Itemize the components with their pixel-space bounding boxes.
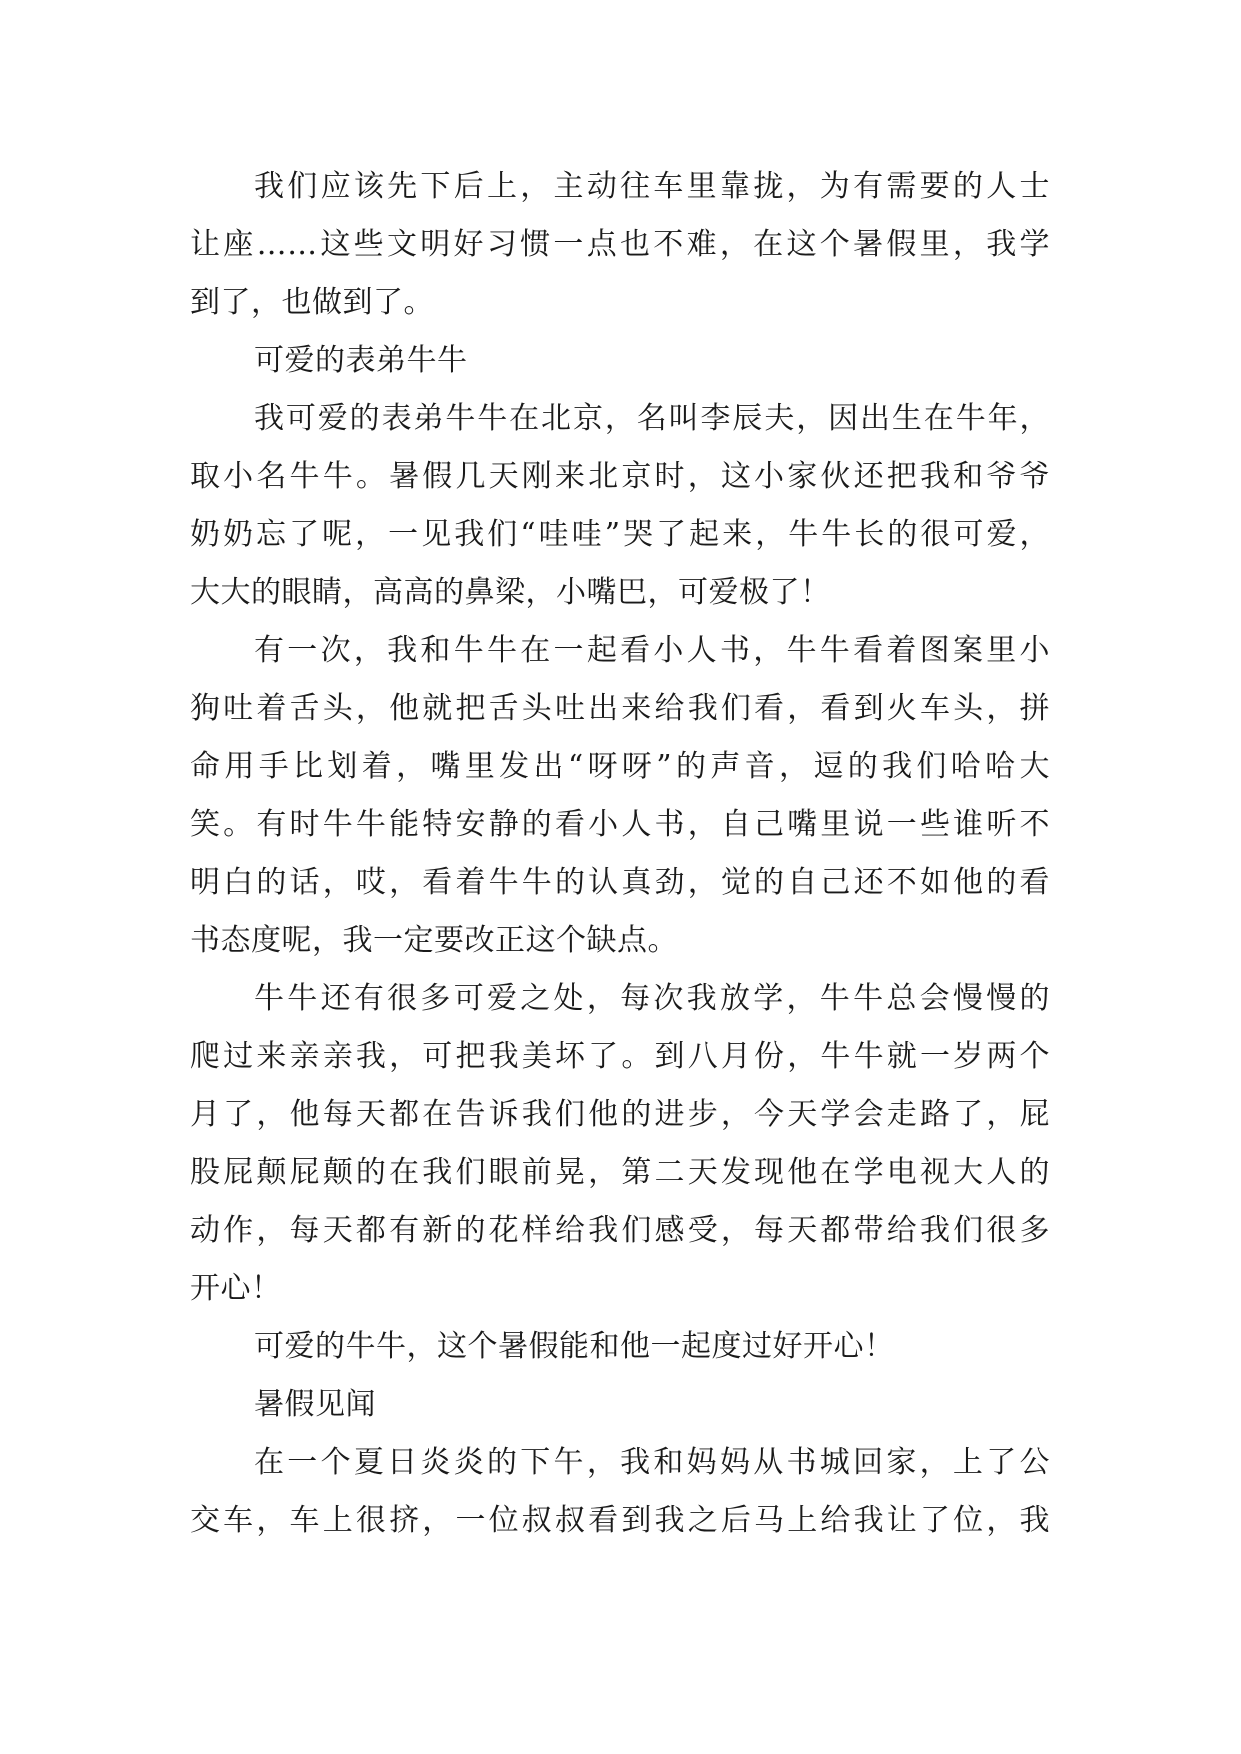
text-line: 取小名牛牛。暑假几天刚来北京时，这小家伙还把我和爷爷 [190, 459, 1050, 494]
text-line: 动作，每天都有新的花样给我们感受，每天都带给我们很多 [190, 1213, 1050, 1248]
text-line: 股屁颠屁颠的在我们眼前晃，第二天发现他在学电视大人的 [190, 1155, 1050, 1190]
text-line: 在一个夏日炎炎的下午，我和妈妈从书城回家，上了公 [254, 1445, 1050, 1480]
text-line: 书态度呢，我一定要改正这个缺点。 [190, 923, 678, 958]
document-body [190, 158, 1050, 1550]
section-heading: 可爱的表弟牛牛 [254, 343, 468, 378]
text-line: 让座……这些文明好习惯一点也不难，在这个暑假里，我学 [190, 227, 1050, 262]
section-heading: 暑假见闻 [254, 1387, 376, 1422]
text-line: 奶奶忘了呢，一见我们“哇哇”哭了起来，牛牛长的很可爱， [190, 517, 1050, 552]
text-line: 牛牛还有很多可爱之处，每次我放学，牛牛总会慢慢的 [254, 981, 1050, 1016]
text-line: 月了，他每天都在告诉我们他的进步，今天学会走路了，屁 [190, 1097, 1050, 1132]
text-line: 到了，也做到了。 [190, 285, 434, 320]
text-line: 有一次，我和牛牛在一起看小人书，牛牛看着图案里小 [254, 633, 1050, 668]
text-line: 狗吐着舌头，他就把舌头吐出来给我们看，看到火车头，拼 [190, 691, 1050, 726]
text-line: 交车，车上很挤，一位叔叔看到我之后马上给我让了位，我 [190, 1503, 1050, 1538]
text-line: 爬过来亲亲我，可把我美坏了。到八月份，牛牛就一岁两个 [190, 1039, 1050, 1074]
text-line: 笑。有时牛牛能特安静的看小人书，自己嘴里说一些谁听不 [190, 807, 1050, 842]
text-line: 明白的话，哎，看着牛牛的认真劲，觉的自己还不如他的看 [190, 865, 1050, 900]
text-line: 命用手比划着，嘴里发出“呀呀”的声音，逗的我们哈哈大 [190, 749, 1050, 784]
text-line: 开心！ [190, 1271, 282, 1306]
text-line: 我们应该先下后上，主动往车里靠拢，为有需要的人士 [254, 169, 1050, 204]
text-line: 大大的眼睛，高高的鼻梁，小嘴巴，可爱极了！ [190, 575, 831, 610]
text-line: 可爱的牛牛，这个暑假能和他一起度过好开心！ [254, 1329, 895, 1364]
text-line: 我可爱的表弟牛牛在北京，名叫李辰夫，因出生在牛年， [254, 401, 1050, 436]
